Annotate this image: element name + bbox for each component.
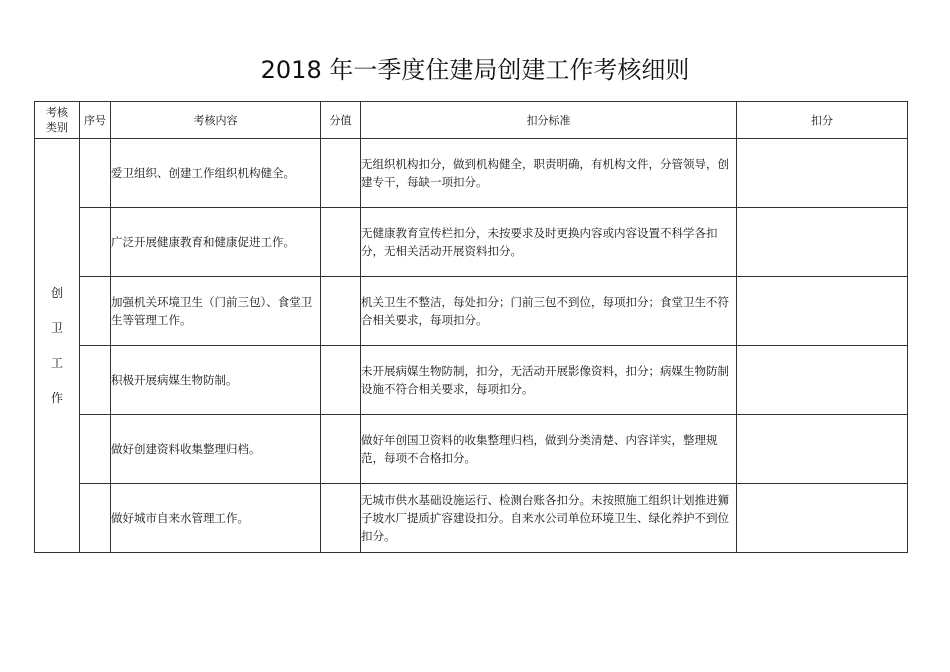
- content-cell: 做好城市自来水管理工作。: [111, 484, 321, 553]
- content-cell: 积极开展病媒生物防制。: [111, 346, 321, 415]
- standard-cell: 做好年创国卫资料的收集整理归档，做到分类清楚、内容详实，整理规范，每项不合格扣分。: [361, 415, 737, 484]
- header-seq: 序号: [80, 102, 111, 139]
- seq-cell: [80, 346, 111, 415]
- table-row: [35, 484, 908, 553]
- score-cell: [321, 139, 361, 208]
- deduction-cell: [737, 346, 908, 415]
- seq-cell: [80, 277, 111, 346]
- table-header-row: [35, 102, 908, 139]
- header-deduction: 扣分: [737, 102, 908, 139]
- table-row: [35, 208, 908, 277]
- seq-cell: [80, 208, 111, 277]
- seq-cell: [80, 415, 111, 484]
- deduction-cell: [737, 277, 908, 346]
- content-cell: 做好创建资料收集整理归档。: [111, 415, 321, 484]
- table-row: [35, 139, 908, 208]
- deduction-cell: [737, 484, 908, 553]
- standard-cell: 无健康教育宣传栏扣分，未按要求及时更换内容或内容设置不科学各扣分，无相关活动开展资料扣分。: [361, 208, 737, 277]
- table-row: [35, 346, 908, 415]
- category-char: 创: [50, 286, 63, 300]
- score-cell: [321, 208, 361, 277]
- header-category: [35, 102, 80, 139]
- table-row: [35, 415, 908, 484]
- content-cell: 广泛开展健康教育和健康促进工作。: [111, 208, 321, 277]
- seq-cell: [80, 139, 111, 208]
- document-title: 2018 年一季度住建局创建工作考核细则: [260, 56, 690, 84]
- header-content: 考核内容: [111, 102, 321, 139]
- content-cell: 爱卫组织、创建工作组织机构健全。: [111, 139, 321, 208]
- content-cell: 加强机关环境卫生（门前三包）、食堂卫生等管理工作。: [111, 277, 321, 346]
- header-standard: 扣分标准: [361, 102, 737, 139]
- score-cell: [321, 277, 361, 346]
- standard-cell: 未开展病媒生物防制，扣分，无活动开展影像资料，扣分；病媒生物防制设施不符合相关要求，每项扣分。: [361, 346, 737, 415]
- header-category-line-2: 类别: [46, 121, 68, 134]
- score-cell: [321, 346, 361, 415]
- category-char: 卫: [50, 321, 63, 335]
- header-category-line-1: 考核: [46, 106, 68, 119]
- deduction-cell: [737, 415, 908, 484]
- header-score: 分值: [321, 102, 361, 139]
- deduction-cell: [737, 139, 908, 208]
- standard-cell: 无组织机构扣分，做到机构健全，职责明确，有机构文件，分管领导，创建专干，每缺一项扣分。: [361, 139, 737, 208]
- seq-cell: [80, 484, 111, 553]
- score-cell: [321, 484, 361, 553]
- deduction-cell: [737, 208, 908, 277]
- category-cell: [35, 139, 80, 553]
- category-char: 工: [50, 356, 63, 370]
- standard-cell: 无城市供水基础设施运行、检测台账各扣分。未按照施工组织计划推进狮子坡水厂提质扩容建设扣分。自来水公司单位环境卫生、绿化养护不到位扣分。: [361, 484, 737, 553]
- category-char: 作: [50, 391, 63, 405]
- table-row: [35, 277, 908, 346]
- assessment-table: [34, 101, 908, 553]
- standard-cell: 机关卫生不整洁，每处扣分；门前三包不到位，每项扣分；食堂卫生不符合相关要求，每项扣分。: [361, 277, 737, 346]
- score-cell: [321, 415, 361, 484]
